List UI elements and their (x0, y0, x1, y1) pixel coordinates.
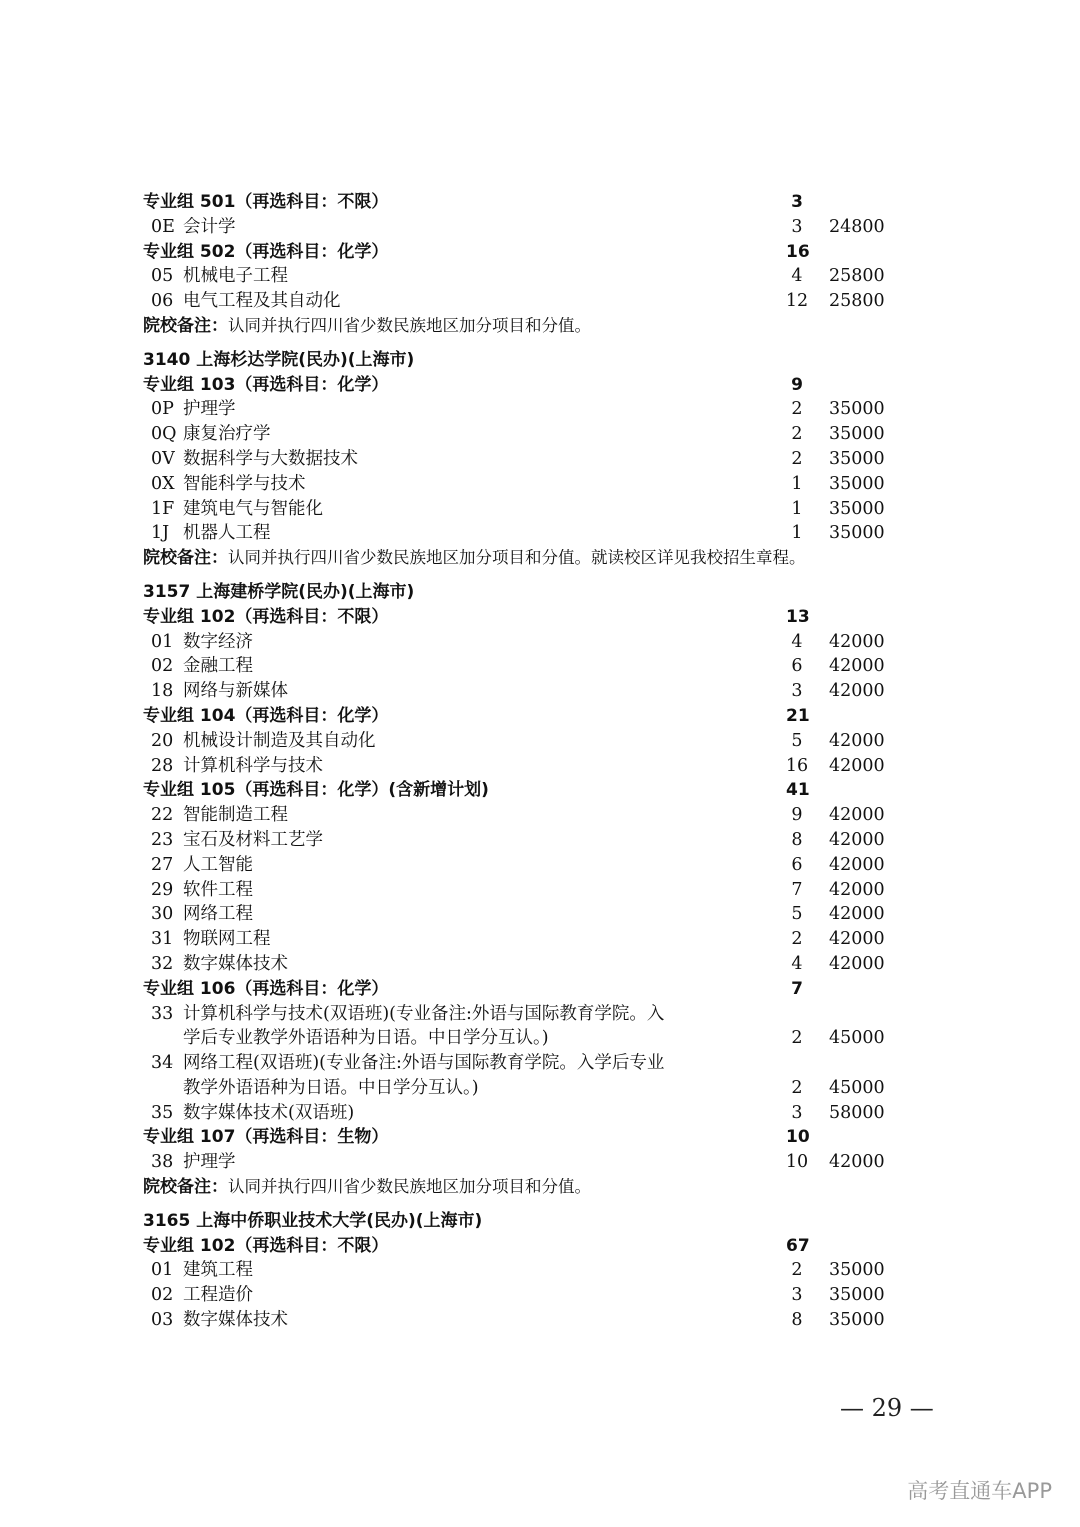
plan-count: 2 (791, 399, 803, 420)
major-code: 22 (151, 805, 174, 826)
major-row (143, 521, 1023, 546)
group-plan-count: 16 (786, 241, 810, 262)
major-name: 建筑工程 (183, 1260, 253, 1281)
group-plan-count: 21 (786, 705, 810, 726)
major-code: 27 (151, 854, 174, 875)
plan-count: 10 (785, 1152, 809, 1173)
plan-count: 4 (791, 953, 803, 974)
major-name: 建筑电气与智能化 (183, 498, 323, 519)
major-name: 网络与新媒体 (183, 681, 288, 702)
tuition-fee: 42000 (829, 681, 885, 702)
major-row (143, 803, 1023, 828)
major-row (143, 630, 1023, 655)
plan-count: 4 (791, 266, 803, 287)
group-plan-count: 10 (786, 1127, 810, 1148)
major-code: 0E (151, 216, 175, 237)
plan-count: 1 (791, 473, 803, 494)
major-name: 数字媒体技术 (183, 953, 288, 974)
major-name: 学后专业教学外语语种为日语。中日学分互认。) (183, 1028, 549, 1049)
major-code: 20 (151, 730, 174, 751)
major-name: 康复治疗学 (183, 424, 271, 445)
plan-count: 8 (791, 1310, 803, 1331)
plan-count: 5 (791, 730, 803, 751)
major-row (143, 654, 1023, 679)
major-name: 数据科学与大数据技术 (183, 448, 358, 469)
major-row (143, 853, 1023, 878)
remark-text: 认同并执行四川省少数民族地区加分项目和分值。 (228, 315, 591, 335)
major-name: 机械设计制造及其自动化 (183, 730, 376, 751)
major-name: 护理学 (183, 1152, 236, 1173)
school-remark (143, 314, 1023, 339)
remark-text: 认同并执行四川省少数民族地区加分项目和分值。就读校区详见我校招生章程。 (228, 548, 806, 568)
major-name: 数字经济 (183, 631, 253, 652)
major-name: 软件工程 (183, 879, 253, 900)
group-plan-count: 7 (791, 978, 803, 999)
remark-label: 院校备注： (143, 548, 228, 569)
tuition-fee: 25800 (829, 266, 885, 287)
plan-count: 8 (791, 829, 803, 850)
major-group-header (143, 977, 1023, 1002)
major-code: 1F (151, 498, 175, 519)
plan-count: 7 (791, 879, 803, 900)
remark-label: 院校备注： (143, 315, 228, 336)
school-remark (143, 1175, 1023, 1200)
plan-count: 2 (791, 1077, 803, 1098)
remark-text: 认同并执行四川省少数民族地区加分项目和分值。 (228, 1177, 591, 1197)
major-row (143, 1051, 1023, 1076)
major-row (143, 902, 1023, 927)
major-name: 工程造价 (183, 1285, 253, 1306)
plan-count: 3 (791, 1285, 803, 1306)
group-label: 专业组 102（再选科目：不限） (143, 1235, 389, 1256)
group-label: 专业组 106（再选科目：化学） (143, 978, 389, 999)
major-name: 人工智能 (183, 854, 253, 875)
group-label: 专业组 107（再选科目：生物） (143, 1127, 389, 1148)
plan-count: 2 (791, 1260, 803, 1281)
major-code: 35 (151, 1102, 174, 1123)
major-code: 28 (151, 755, 174, 776)
major-row (143, 1150, 1023, 1175)
tuition-fee: 42000 (829, 904, 885, 925)
plan-count: 2 (791, 448, 803, 469)
major-name: 智能制造工程 (183, 805, 288, 826)
tuition-fee: 42000 (829, 929, 885, 950)
major-name: 机器人工程 (183, 523, 271, 544)
major-row (143, 828, 1023, 853)
tuition-fee: 58000 (829, 1102, 885, 1123)
tuition-fee: 25800 (829, 291, 885, 312)
plan-count: 4 (791, 631, 803, 652)
group-label: 专业组 102（再选科目：不限） (143, 606, 389, 627)
major-name: 护理学 (183, 399, 236, 420)
group-plan-count: 9 (791, 374, 803, 395)
group-label: 专业组 501（再选科目：不限） (143, 192, 389, 212)
tuition-fee: 35000 (829, 1310, 885, 1331)
major-name: 教学外语语种为日语。中日学分互认。) (183, 1077, 479, 1098)
admission-plan-list (143, 190, 1023, 1333)
major-row (143, 878, 1023, 903)
major-row (143, 472, 1023, 497)
plan-count: 9 (791, 805, 803, 826)
major-code: 34 (151, 1053, 174, 1074)
major-row (143, 952, 1023, 977)
major-name: 智能科学与技术 (183, 473, 306, 494)
tuition-fee: 35000 (829, 498, 885, 519)
school-remark (143, 546, 1023, 571)
tuition-fee: 42000 (829, 1152, 885, 1173)
major-row (143, 264, 1023, 289)
major-row (143, 1308, 1023, 1333)
plan-count: 2 (791, 1028, 803, 1049)
major-code: 06 (151, 291, 174, 312)
major-code: 32 (151, 953, 174, 974)
major-code: 0P (151, 399, 174, 420)
major-code: 30 (151, 904, 174, 925)
major-code: 38 (151, 1152, 174, 1173)
major-code: 29 (151, 879, 174, 900)
major-group-header (143, 190, 1023, 215)
major-name: 数字媒体技术(双语班) (183, 1102, 355, 1123)
major-code: 0X (151, 473, 175, 494)
tuition-fee: 42000 (829, 829, 885, 850)
group-label: 专业组 502（再选科目：化学） (143, 241, 389, 262)
remark-label: 院校备注： (143, 1177, 228, 1198)
group-plan-count: 67 (786, 1235, 810, 1256)
tuition-fee: 42000 (829, 953, 885, 974)
major-row (143, 1002, 1023, 1027)
major-name: 计算机科学与技术 (183, 755, 323, 776)
plan-count: 3 (791, 681, 803, 702)
major-code: 05 (151, 266, 174, 287)
tuition-fee: 42000 (829, 631, 885, 652)
major-name: 计算机科学与技术(双语班)(专业备注:外语与国际教育学院。入 (183, 1003, 665, 1024)
page-number: — 29 — (840, 1394, 934, 1422)
group-label: 专业组 103（再选科目：化学） (143, 374, 389, 395)
tuition-fee: 42000 (829, 854, 885, 875)
major-row (143, 1076, 1023, 1101)
major-row (143, 447, 1023, 472)
major-row (143, 1283, 1023, 1308)
major-name: 电气工程及其自动化 (183, 291, 341, 312)
watermark: 高考直通车APP (907, 1479, 1052, 1503)
major-name: 机械电子工程 (183, 266, 288, 287)
tuition-fee: 35000 (829, 424, 885, 445)
group-plan-count: 41 (786, 780, 810, 801)
major-code: 23 (151, 829, 174, 850)
major-code: 0Q (151, 424, 177, 445)
major-group-header (143, 605, 1023, 630)
tuition-fee: 35000 (829, 473, 885, 494)
plan-count: 3 (791, 1102, 803, 1123)
tuition-fee: 35000 (829, 399, 885, 420)
plan-count: 2 (791, 929, 803, 950)
tuition-fee: 35000 (829, 448, 885, 469)
tuition-fee: 45000 (829, 1028, 885, 1049)
university-header: 3165 上海中侨职业技术大学(民办)(上海市) (143, 1210, 483, 1231)
plan-count: 1 (791, 498, 803, 519)
major-row (143, 397, 1023, 422)
tuition-fee: 42000 (829, 656, 885, 677)
major-code: 03 (151, 1310, 174, 1331)
major-row (143, 497, 1023, 522)
major-name: 网络工程(双语班)(专业备注:外语与国际教育学院。入学后专业 (183, 1053, 665, 1074)
major-row (143, 754, 1023, 779)
tuition-fee: 42000 (829, 879, 885, 900)
plan-count: 16 (785, 755, 809, 776)
tuition-fee: 42000 (829, 805, 885, 826)
group-plan-count: 3 (791, 192, 803, 212)
major-name: 网络工程 (183, 904, 253, 925)
tuition-fee: 35000 (829, 1260, 885, 1281)
major-group-header (143, 1234, 1023, 1259)
major-row (143, 215, 1023, 240)
major-group-header (143, 704, 1023, 729)
major-row (143, 422, 1023, 447)
group-label: 专业组 104（再选科目：化学） (143, 705, 389, 726)
major-code: 01 (151, 631, 174, 652)
major-name: 金融工程 (183, 656, 253, 677)
plan-count: 3 (791, 216, 803, 237)
major-code: 02 (151, 1285, 174, 1306)
plan-count: 1 (791, 523, 803, 544)
major-group-header (143, 373, 1023, 398)
major-code: 18 (151, 681, 174, 702)
major-row (143, 1258, 1023, 1283)
major-code: 01 (151, 1260, 174, 1281)
major-name: 会计学 (183, 216, 236, 237)
university-header: 3157 上海建桥学院(民办)(上海市) (143, 581, 415, 602)
plan-count: 6 (791, 656, 803, 677)
major-row (143, 1101, 1023, 1126)
tuition-fee: 45000 (829, 1077, 885, 1098)
tuition-fee: 42000 (829, 755, 885, 776)
major-row (143, 1026, 1023, 1051)
major-name: 数字媒体技术 (183, 1310, 288, 1331)
group-plan-count: 13 (786, 606, 810, 627)
major-row (143, 729, 1023, 754)
major-code: 33 (151, 1003, 174, 1024)
major-name: 宝石及材料工艺学 (183, 829, 323, 850)
major-row (143, 679, 1023, 704)
major-code: 31 (151, 929, 174, 950)
plan-count: 5 (791, 904, 803, 925)
group-label: 专业组 105（再选科目：化学）(含新增计划) (143, 780, 489, 801)
tuition-fee: 35000 (829, 523, 885, 544)
major-name: 物联网工程 (183, 929, 271, 950)
tuition-fee: 24800 (829, 216, 885, 237)
major-group-header (143, 778, 1023, 803)
major-row (143, 289, 1023, 314)
tuition-fee: 42000 (829, 730, 885, 751)
major-code: 0V (151, 448, 175, 469)
plan-count: 12 (785, 291, 809, 312)
plan-count: 6 (791, 854, 803, 875)
major-code: 02 (151, 656, 174, 677)
major-code: 1J (151, 523, 170, 544)
tuition-fee: 35000 (829, 1285, 885, 1306)
major-row (143, 927, 1023, 952)
plan-count: 2 (791, 424, 803, 445)
major-group-header (143, 1125, 1023, 1150)
major-group-header (143, 240, 1023, 265)
university-header: 3140 上海杉达学院(民办)(上海市) (143, 349, 415, 370)
